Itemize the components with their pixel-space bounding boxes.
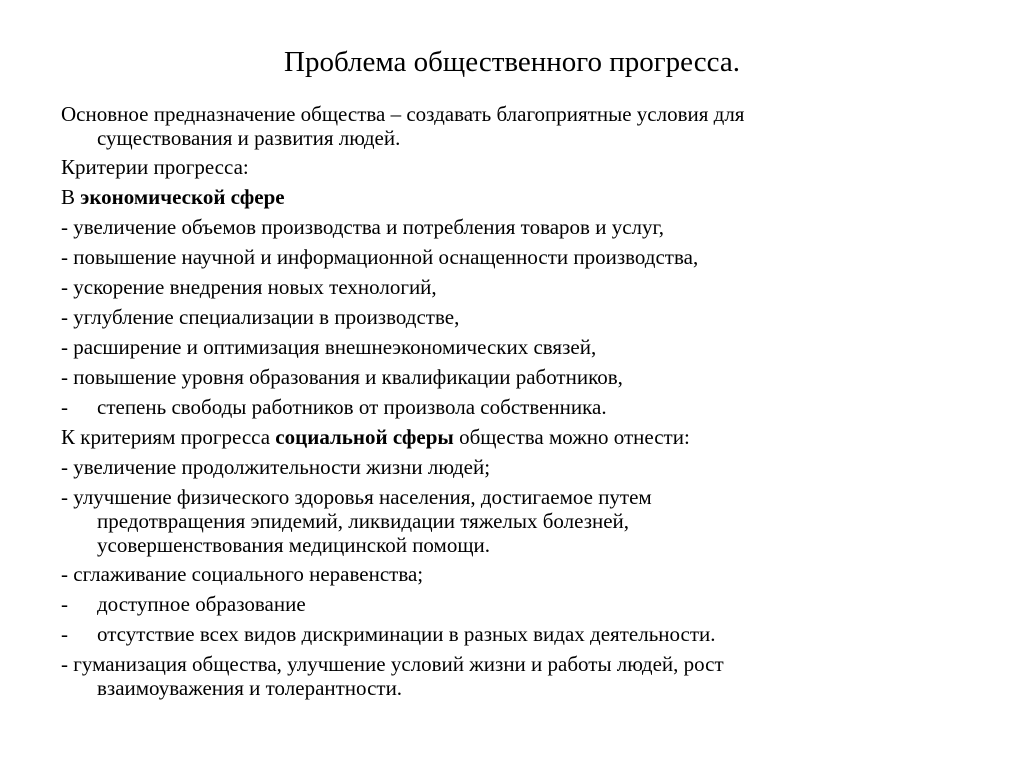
- social-heading-suffix: общества можно отнести:: [453, 425, 690, 449]
- social-item-5-text: отсутствие всех видов дискриминации в разных видах деятельности.: [97, 622, 716, 646]
- social-item-6-line-1: - гуманизация общества, улучшение условий жизни и работы людей, рост: [61, 652, 724, 676]
- slide-body: [61, 102, 961, 705]
- economic-item-7: [61, 395, 961, 419]
- social-item-4-dash: -: [61, 592, 68, 616]
- economic-item-5: - расширение и оптимизация внешнеэкономических связей,: [61, 335, 597, 359]
- intro-line-2: существования и развития людей.: [97, 126, 401, 150]
- social-heading-prefix: К критериям прогресса: [61, 425, 276, 449]
- social-item-6-line-2: взаимоуважения и толерантности.: [97, 676, 403, 700]
- social-item-4: [61, 592, 961, 616]
- social-item-2-line-2: предотвращения эпидемий, ликвидации тяжелых болезней,: [97, 509, 630, 533]
- social-item-6: [61, 652, 961, 700]
- economic-item-1: - увеличение объемов производства и потребления товаров и услуг,: [61, 215, 664, 239]
- criteria-heading: Критерии прогресса:: [61, 155, 249, 179]
- intro-paragraph: [61, 102, 961, 150]
- social-item-4-text: доступное образование: [97, 592, 306, 616]
- social-heading: [61, 425, 961, 449]
- slide-title: Проблема общественного прогресса.: [284, 46, 740, 78]
- social-item-2: [61, 485, 961, 557]
- economic-heading-prefix: В: [61, 185, 81, 209]
- social-heading-bold: социальной сферы: [275, 425, 454, 449]
- economic-item-7-dash: -: [61, 395, 68, 419]
- economic-item-6: - повышение уровня образования и квалификации работников,: [61, 365, 623, 389]
- social-item-1: - увеличение продолжительности жизни людей;: [61, 455, 491, 479]
- economic-item-3: - ускорение внедрения новых технологий,: [61, 275, 437, 299]
- economic-item-7-text: степень свободы работников от произвола собственника.: [97, 395, 607, 419]
- social-item-5: [61, 622, 961, 646]
- economic-item-4: - углубление специализации в производстве,: [61, 305, 460, 329]
- intro-line-1: Основное предназначение общества – создавать благоприятные условия для: [61, 102, 745, 126]
- economic-item-2: - повышение научной и информационной оснащенности производства,: [61, 245, 699, 269]
- economic-heading-bold: экономической сфере: [80, 185, 285, 209]
- social-item-2-line-1: - улучшение физического здоровья населения, достигаемое путем: [61, 485, 652, 509]
- social-item-5-dash: -: [61, 622, 68, 646]
- economic-heading: [61, 185, 961, 209]
- social-item-2-line-3: усовершенствования медицинской помощи.: [97, 533, 490, 557]
- social-item-3: - сглаживание социального неравенства;: [61, 562, 424, 586]
